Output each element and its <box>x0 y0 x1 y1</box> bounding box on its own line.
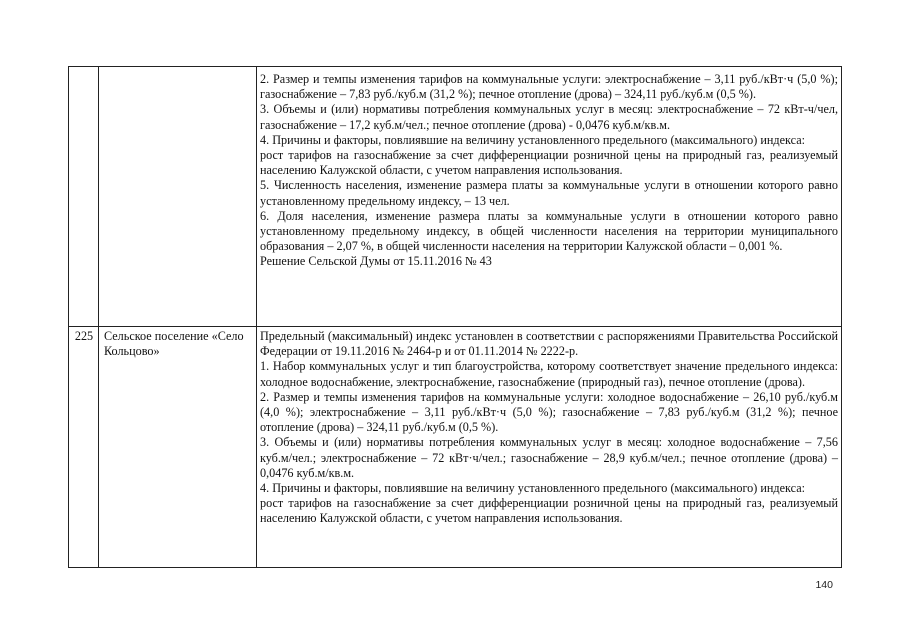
lower-paragraph-index-basis: Предельный (максимальный) индекс установлен в соответствии с распоряжениями Правительства Российской Федерации от 19.11.2016 № 2464-р и от 01.11.2014 № 2222-р. <box>260 329 838 359</box>
lower-paragraph-reasons-text: рост тарифов на газоснабжение за счет дифференциации розничной цены на природный газ, реализуемый населению Калужской области, с учетом направления использования. <box>260 496 838 526</box>
document-table <box>68 66 842 568</box>
row-divider <box>69 326 841 327</box>
upper-paragraph-reasons-text: рост тарифов на газоснабжение за счет дифференциации розничной цены на природный газ, реализуемый населению Калужской области, с учетом направления использования. <box>260 148 838 178</box>
municipality-name-cell: Сельское поселение «Село Кольцово» <box>104 329 244 359</box>
upper-paragraph-population: 5. Численность населения, изменение размера платы за коммунальные услуги в отношении которого равно установленному предельному индексу, – 13 чел. <box>260 178 838 208</box>
lower-paragraph-consumption-volumes: 3. Объемы и (или) нормативы потребления коммунальных услуг в месяц: холодное водоснабжение – 7,56 куб.м/чел.; электроснабжение – 72 кВт·ч/чел.; газоснабжение – 28,9 куб.м/чел.; печное отопление (дрова) – 0,0476 куб.м/кв.м. <box>260 435 838 480</box>
lower-paragraph-reasons-heading: 4. Причины и факторы, повлиявшие на величину установленного предельного (максимального) индекса: <box>260 481 806 496</box>
row-number-cell: 225 <box>74 329 94 343</box>
lower-paragraph-service-set: 1. Набор коммунальных услуг и тип благоустройства, которому соответствует значение предельного индекса: холодное водоснабжение, электроснабжение, газоснабжение (природный газ), печное отопление (дрова). <box>260 359 838 389</box>
upper-row-content-cell <box>260 72 838 270</box>
upper-paragraph-population-share: 6. Доля населения, изменение размера платы за коммунальные услуги в отношении которого равно установленному предельному индексу, в общей численности населения на территории муниципального образования – 2,07 %, в общей численности населения на территории Калужской области – 0,001 %. <box>260 208 838 254</box>
lower-paragraph-tariff-changes: 2. Размер и темпы изменения тарифов на коммунальные услуги: холодное водоснабжение – 26,10 руб./куб.м (4,0 %); электроснабжение – 3,11 руб./кВт·ч (5,0 %); газоснабжение – 7,83 руб./куб.м (31,2 %); печное отопление (дрова) – 324,11 руб./куб.м (0,5 %). <box>260 389 838 435</box>
upper-paragraph-consumption-volumes: 3. Объемы и (или) нормативы потребления коммунальных услуг в месяц: электроснабжение – 72 кВт-ч/чел, газоснабжение – 17,2 куб.м/чел.; печное отопление (дрова) - 0,0476 куб.м/кв.м. <box>260 102 838 132</box>
upper-paragraph-reasons-heading: 4. Причины и факторы, повлиявшие на величину установленного предельного (максимального) индекса: <box>260 132 806 147</box>
lower-row-content-cell <box>260 329 838 527</box>
upper-paragraph-tariff-changes: 2. Размер и темпы изменения тарифов на коммунальные услуги: электроснабжение – 3,11 руб./кВт·ч (5,0 %); газоснабжение – 7,83 руб./куб.м (31,2 %); печное отопление (дрова) – 324,11 руб./куб.м (0,5 %). <box>260 72 838 102</box>
page-number: 140 <box>815 579 833 591</box>
upper-paragraph-decision: Решение Сельской Думы от 15.11.2016 № 43 <box>260 254 492 269</box>
column-divider-number <box>98 67 99 567</box>
column-divider-name <box>256 67 257 567</box>
